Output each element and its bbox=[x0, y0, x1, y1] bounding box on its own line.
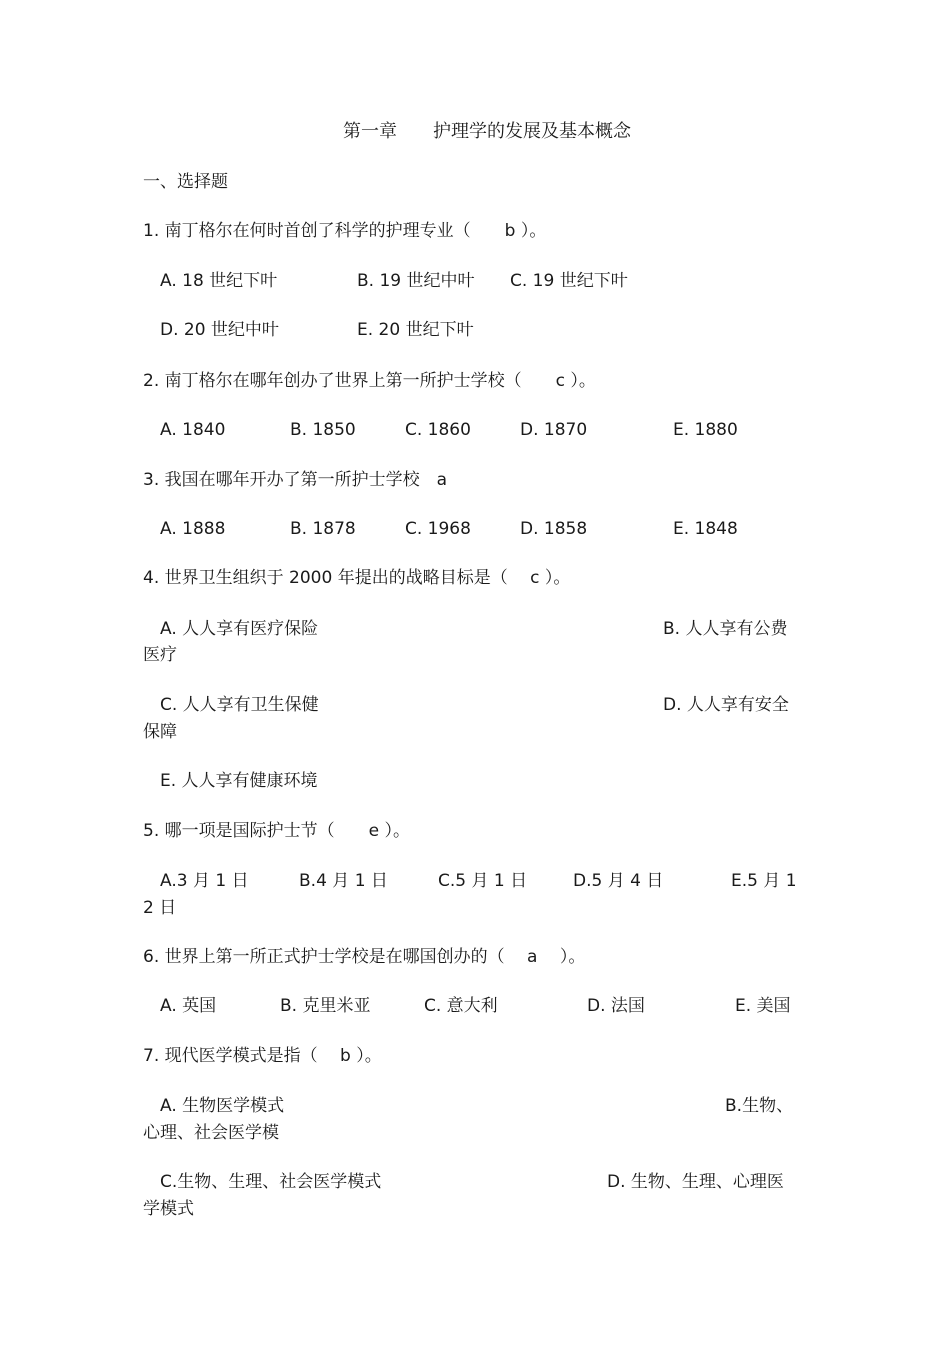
chapter-name: 护理学的发展及基本概念 bbox=[433, 121, 631, 142]
option: E. 人人享有健康环境 bbox=[160, 771, 318, 791]
option: B.4 月 1 日 bbox=[299, 871, 388, 891]
section-heading: 一、选择题 bbox=[143, 172, 228, 192]
option: C. 1968 bbox=[405, 519, 471, 539]
option: D. 1858 bbox=[520, 519, 588, 539]
option: E. 1880 bbox=[673, 420, 738, 440]
chapter-number: 第一章 bbox=[343, 121, 397, 142]
option: E.5 月 1 bbox=[731, 871, 797, 891]
option: A. 18 世纪下叶 bbox=[160, 271, 278, 291]
option: B. 人人享有公费 bbox=[663, 619, 788, 639]
option: C. 1860 bbox=[405, 420, 471, 440]
option-continuation: 心理、社会医学模 bbox=[143, 1123, 279, 1143]
question-stem: 6. 世界上第一所正式护士学校是在哪国创办的（ a ）。 bbox=[143, 947, 586, 967]
option: E. 1848 bbox=[673, 519, 738, 539]
option: A. 1888 bbox=[160, 519, 226, 539]
option: D. 20 世纪中叶 bbox=[160, 320, 279, 340]
option: B. 1850 bbox=[290, 420, 356, 440]
option: C.5 月 1 日 bbox=[438, 871, 528, 891]
question-stem: 3. 我国在哪年开办了第一所护士学校 a bbox=[143, 470, 448, 490]
option: D. 人人享有安全 bbox=[663, 695, 789, 715]
option-continuation: 学模式 bbox=[143, 1199, 194, 1219]
question-stem: 7. 现代医学模式是指（ b ）。 bbox=[143, 1046, 382, 1066]
option-continuation: 保障 bbox=[143, 722, 177, 742]
option: D. 法国 bbox=[587, 996, 645, 1016]
option: E. 20 世纪下叶 bbox=[357, 320, 474, 340]
option: D. 生物、生理、心理医 bbox=[607, 1172, 784, 1192]
option: A. 1840 bbox=[160, 420, 226, 440]
option: B. 1878 bbox=[290, 519, 356, 539]
option: A. 英国 bbox=[160, 996, 217, 1016]
option: A. 生物医学模式 bbox=[160, 1096, 285, 1116]
option: E. 美国 bbox=[735, 996, 791, 1016]
option: A.3 月 1 日 bbox=[160, 871, 249, 891]
option: D.5 月 4 日 bbox=[573, 871, 664, 891]
option: A. 人人享有医疗保险 bbox=[160, 619, 319, 639]
option: C. 19 世纪下叶 bbox=[510, 271, 628, 291]
option: B. 克里米亚 bbox=[280, 996, 371, 1016]
question-stem: 4. 世界卫生组织于 2000 年提出的战略目标是（ c ）。 bbox=[143, 568, 571, 588]
option: C. 意大利 bbox=[424, 996, 498, 1016]
chapter-title bbox=[343, 121, 631, 143]
option: B. 19 世纪中叶 bbox=[357, 271, 475, 291]
question-stem: 5. 哪一项是国际护士节（ e ）。 bbox=[143, 821, 410, 841]
option-continuation: 医疗 bbox=[143, 645, 177, 665]
option: C.生物、生理、社会医学模式 bbox=[160, 1172, 382, 1192]
question-stem: 1. 南丁格尔在何时首创了科学的护理专业（ b ）。 bbox=[143, 221, 547, 241]
option: D. 1870 bbox=[520, 420, 588, 440]
option-continuation: 2 日 bbox=[143, 898, 177, 918]
question-stem: 2. 南丁格尔在哪年创办了世界上第一所护士学校（ c ）。 bbox=[143, 371, 596, 391]
option: C. 人人享有卫生保健 bbox=[160, 695, 319, 715]
option: B.生物、 bbox=[725, 1096, 794, 1116]
